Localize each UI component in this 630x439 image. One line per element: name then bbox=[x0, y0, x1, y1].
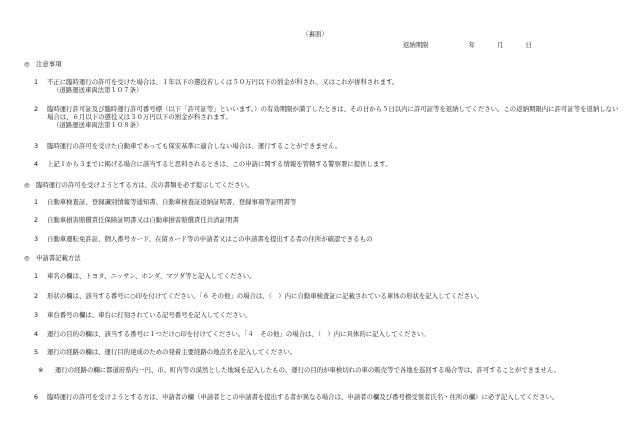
application-back-page: （裏面） 返納期限 年 月 日 ◎ 注意事項 1 不正に臨時運行の許可を受けた場合は、１年以下の懲役若しくは５０万円以下の罰金が科され、又はこれが併科されます。 （道路運送車両法第１０７条） 2 臨時運行許可証及び臨時運行許可番号標（以下「許可証等」といいます。）の有効期限が満了したときは、その日から５日以内に許可証等を返納してください。この返納期限内に許可証等を返納しない場合は、６月以下の懲役又は３０万円以下の罰金が科されます。 （道路運送車両法第１０８条） 3 臨時運行の許可を受けた自動車であっても保安基準に適合しない場合は、運行することができません。 4 上記１から３までに掲げる場合に該当すると思料されるときは、この申請に関する情報を管轄する警察署に提供します。 ◎ 臨時運行の許可を受けようとする方は、次の書類を必ず提示してください。 1 自動車検査証、登録識別情報等通知書、自動車検査証返納証明書、登録事項等証明書等 2 自動車損害賠償責任保険証明書又は自動車損害賠償責任共済証明書 3 自動車運転免許証、個人番号カード、在留カード等の申請者又はこの申請書を提出する者の住所が確認できるもの ◎ 申請書記載方法 1 車名の欄は、トヨタ、ニッサン、ホンダ、マツダ等と記入してください。 2 形状の欄は、該当する番号に○印を付けてください。「６ その他」の場合は、（ ）内に自動車検査証に記載されている車体の形状を記入してください。 3 車台番号の欄は、車台に打刻されている記号番号を記入してください。 4 運行の目的の欄は、該当する番号に１つだけ○印を付けてください。「４ その他」の場合は、（ ）内に具体的に記入してください。 5 運行の経路の欄は、運行目的達成のための発着主要経路の地点名を記入してください。 ※ 運行の経路の欄に都道府県内一円、市、町内等の漠然とした地域を記入したもの、運行の目的が車検切れの車の販売等で各地を巡回する場合等は、許可することができません。 6 臨時運行の許可を受けようとする方は、申請者の欄（申請者とこの申請書を提出する者が異なる場合は、申請者の欄及び番号標受領者氏名・住所の欄）に必ず記入してください。 bbox=[0, 0, 630, 439]
section-notes-title: ◎ 注意事項 bbox=[24, 60, 62, 68]
section-how-to-fill-title: ◎ 申請書記載方法 bbox=[24, 254, 81, 262]
section-required-documents-title: ◎ 臨時運行の許可を受けようとする方は、次の書類を必ず提示してください。 bbox=[24, 181, 254, 189]
page-title: （裏面） bbox=[302, 30, 328, 38]
return-deadline bbox=[403, 41, 532, 49]
year-label: 年 bbox=[468, 41, 475, 49]
day-label: 日 bbox=[525, 41, 532, 49]
return-deadline-label: 返納期限 bbox=[403, 41, 429, 49]
month-label: 月 bbox=[497, 41, 504, 49]
